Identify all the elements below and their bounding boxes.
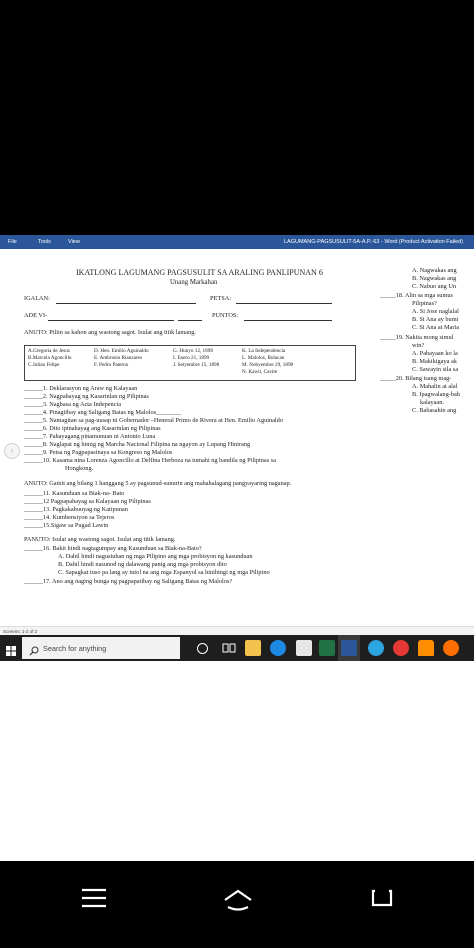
answer-option: A. Dahil hindi nagustuhan ng mga Pilipino ang mga probisyon ng kasunduan	[58, 553, 253, 560]
question-item: ______1. Deklarasyon ng Araw ng Kalayaan	[24, 385, 138, 392]
word-icon[interactable]	[341, 640, 357, 656]
home-icon[interactable]	[222, 887, 254, 916]
date-label: PETSA:	[210, 295, 231, 302]
question-item: ______2. Nagpahayag ng Kasarinlan ng Pilipinas	[24, 393, 149, 400]
answer-option: C. Sapagkat tuso pa lang ay tutol na ang mga Espanyol sa hinihingi ng mga Pilipino	[58, 569, 270, 576]
answer-option: A. Nagwakas ang	[412, 267, 457, 274]
question-item: _____19. Nakita mong simul	[380, 334, 454, 341]
title-bar	[0, 235, 474, 249]
store-icon[interactable]	[296, 640, 312, 656]
question-item: ______15.Sigaw sa Pugad Lawin	[24, 522, 109, 529]
window-title: LAGUMANG-PAGSUSULIT-5A-A.P.-63 - Word (Product Activation Failed)	[284, 239, 464, 245]
choice-item: E. Ambrosio Rianzares	[94, 355, 142, 361]
document-page-left	[0, 249, 385, 649]
page-indicator: Screens: 1-2 of 2	[3, 629, 38, 634]
answer-option: A. Si Jose naglalal	[412, 308, 459, 315]
question-item: _____20. Bilang isang mag-	[380, 375, 452, 382]
choice-item: C.Julian Felipe	[28, 362, 60, 368]
answer-option: C. Sawayin sila sa	[412, 366, 459, 373]
answer-option: B. Makikigaya ak	[412, 358, 457, 365]
question-item: ______4. Pinagtibay ang Saligang Batas ng Malolos________	[24, 409, 182, 416]
file-explorer-icon[interactable]	[245, 640, 261, 656]
choice-item: J. Setyembre 15, 1898	[173, 362, 220, 368]
answer-option: C. Si Ana at Maria	[412, 324, 460, 331]
search-placeholder: Search for anything	[43, 644, 107, 653]
score-label: PUNTOS:	[212, 312, 239, 319]
answer-option: B. Si Ana ay bumi	[412, 316, 459, 323]
question-item-continuation: win?	[412, 342, 425, 349]
telegram-icon[interactable]	[368, 640, 384, 656]
instruction-part2: ANUTO: Gamit ang bilang 1 hanggang 5 ay pagsunud-sunurin ang mahahalagang pangyayaring naganap.	[24, 480, 292, 487]
task-view-icon[interactable]	[222, 641, 236, 660]
instruction-part1: ANUTO: Piliin sa kahon ang wastong sagot. Isulat ang titik lamang.	[24, 329, 196, 336]
choice-item: L. Malolos, Bulacan	[242, 355, 285, 361]
search-icon	[29, 643, 39, 661]
choice-item: N. Kawit, Cavite	[242, 369, 278, 375]
choice-item: A.Gregoria de Jesus	[28, 348, 70, 354]
document-page-right	[380, 249, 474, 649]
menu-file[interactable]: File	[8, 239, 17, 245]
question-item: ______10. Kasama nina Lorenza Agoncillo at Delfina Herboza na tumahi ng bandila ng Pilipinas sa	[24, 457, 276, 464]
excel-icon[interactable]	[319, 640, 335, 656]
question-item: ______12 Pagpapahayag sa Kalayaan ng Pilipinas	[24, 498, 151, 505]
taskbar	[0, 635, 474, 661]
choice-item: D. Hen. Emilio Aguinaldo	[94, 348, 149, 354]
choice-item: B.Marcela Agoncillo	[28, 355, 72, 361]
choice-item: K. La Independencia	[242, 348, 286, 354]
choices-box	[24, 345, 356, 381]
chrome-icon[interactable]	[393, 640, 409, 656]
windows-start-icon[interactable]	[6, 643, 16, 653]
vlc-icon[interactable]	[418, 640, 434, 656]
cortana-icon[interactable]	[197, 643, 208, 654]
answer-option: B. Ipagwalang-bah	[412, 391, 460, 398]
choice-item: G. Hunyo 12, 1898	[173, 348, 213, 354]
choice-item: I. Enero 21, 1899	[173, 355, 210, 361]
answer-option: B. Nagwakas ang	[412, 275, 457, 282]
question-item-continuation: Pilipinas?	[412, 300, 437, 307]
answer-option: A. Mahalin at alal	[412, 383, 458, 390]
question-item: ______7. Pahayagang pinamunuan ni Antonio Luna	[24, 433, 156, 440]
name-label: IGALAN:	[24, 295, 50, 302]
question-item: ______17. Ano ang naging bunga ng pagpapatibay ng Saligang Batas ng Malolos?	[24, 578, 233, 585]
menu-tools[interactable]: Tools	[38, 239, 51, 245]
previous-page-button[interactable]: ‹	[4, 443, 20, 459]
date-field[interactable]	[236, 303, 332, 304]
section-field[interactable]	[178, 320, 202, 321]
question-item: ______8. Naglapat ng himig ng Marcha Nacional Filipina na ngayon ay Lupang Hinirang	[24, 441, 251, 448]
document-title: IKATLONG LAGUMANG PAGSUSULIT SA ARALING PANLIPUNAN 6	[76, 268, 323, 277]
edge-icon[interactable]	[270, 640, 286, 656]
question-item: ______16. Bakit hindi nagtagumpay ang Kasunduan sa Biak-na-Bato?	[24, 545, 202, 552]
question-item: ______11. Kasunduan sa Biak-na- Bato	[24, 490, 125, 497]
answer-option: C. Babasahin ang	[412, 407, 457, 414]
document-subtitle: Unang Markahan	[170, 279, 218, 286]
firefox-icon[interactable]	[443, 640, 459, 656]
question-item: ______14. Kumbensiyon sa Tejeros	[24, 514, 115, 521]
grade-label: ADE VI-	[24, 312, 48, 319]
menu-icon[interactable]	[82, 887, 106, 914]
menu-view[interactable]: View	[68, 239, 80, 245]
question-item: ______9. Petsa ng Pagpapasinaya sa Kongreso ng Malolos	[24, 449, 173, 456]
word-window	[0, 235, 474, 661]
answer-option-continuation: kalayaan.	[420, 399, 444, 406]
score-field[interactable]	[244, 320, 332, 321]
answer-option: A. Pabayaan ko la	[412, 350, 458, 357]
taskbar-search-box[interactable]	[22, 637, 180, 659]
document-area[interactable]	[0, 249, 474, 861]
instruction-part3: PANUTO: Isulat ang wastong sagot. Isulat ang titik lamang.	[24, 536, 176, 543]
question-item-continuation: Hongkong.	[65, 465, 94, 472]
name-field[interactable]	[56, 303, 196, 304]
phone-navigation-bar	[0, 870, 474, 948]
choice-item: M. Nobyembre 29, 1898	[242, 362, 294, 368]
answer-option: C. Nabuo ang Un	[412, 283, 457, 290]
back-icon[interactable]	[370, 887, 394, 914]
choice-item: F. Pedro Paterno	[94, 362, 129, 368]
question-item: _____18. Alin sa mga sumus	[380, 292, 453, 299]
answer-option: B. Dahil hindi nasunod ng dalawang panig ang mga probisyon dito	[58, 561, 227, 568]
question-item: ______6. Dito ipinahayag ang Kasarinlan ng Pilipinas	[24, 425, 161, 432]
grade-field[interactable]	[48, 320, 174, 321]
question-item: ______13. Pagkakabuuyag ng Katipunan	[24, 506, 128, 513]
question-item: ______5. Namagitan sa pag-uusap ni Gobernador –Heneral Primo de Rivera at Hen. Emilio Aguinaldo	[24, 417, 283, 424]
question-item: ______3. Nagbasa ng Acta Indepencia	[24, 401, 122, 408]
